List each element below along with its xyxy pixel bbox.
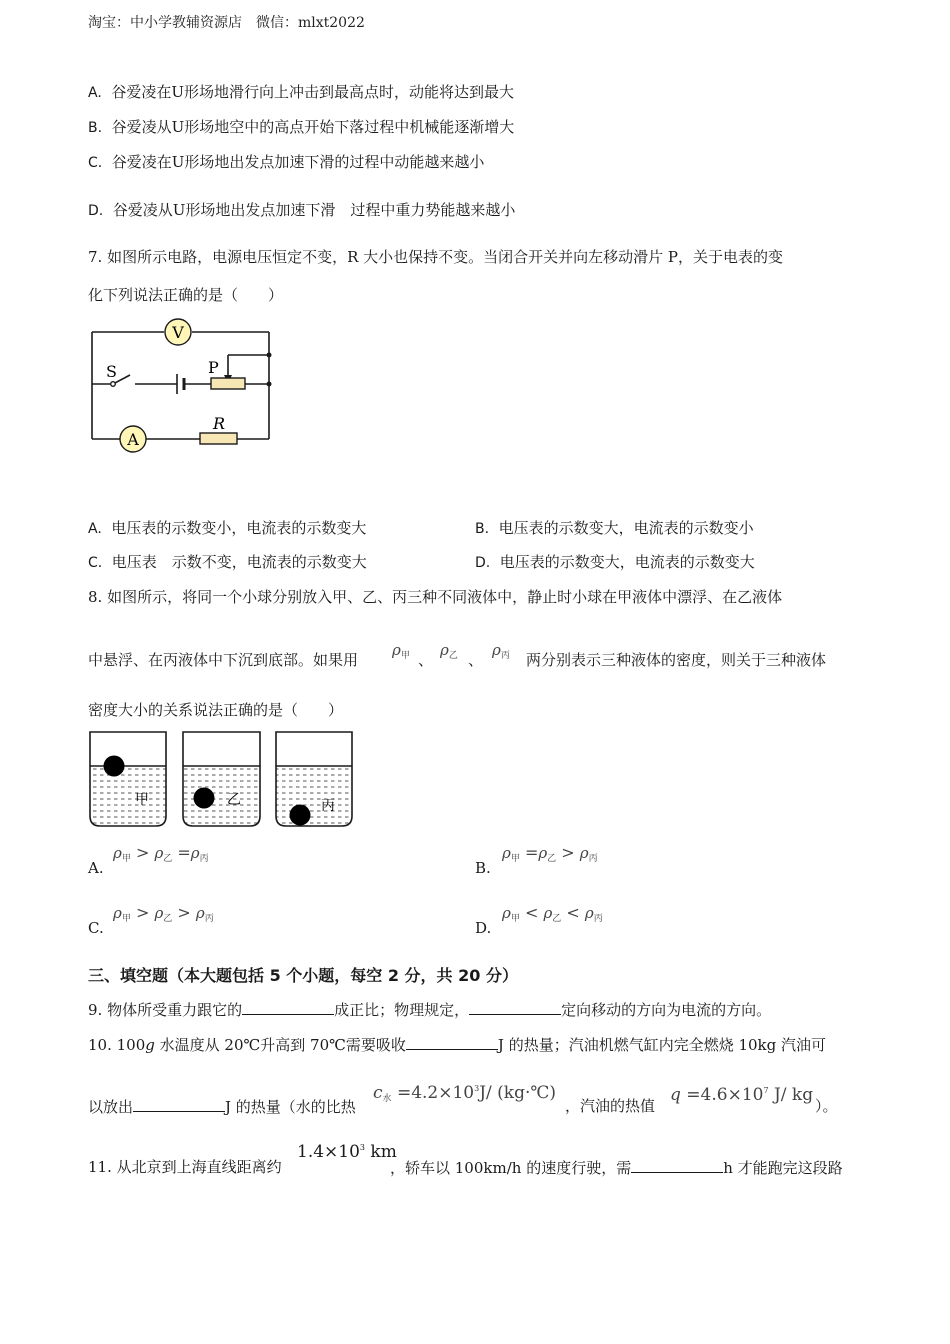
rho-subscript: 乙 — [163, 854, 173, 864]
q7-option-a[interactable] — [88, 518, 366, 539]
rho: ρ — [195, 904, 205, 922]
formula-value: =4.2×10 — [396, 1083, 475, 1103]
specific-heat-formula — [373, 1083, 556, 1104]
separator-comma: 、 — [418, 651, 434, 669]
page-header: 淘宝：中小学教辅资源店 微信：mlxt2022 — [88, 15, 365, 31]
rho: ρ — [190, 844, 200, 862]
relation-operator: = — [524, 843, 539, 862]
option-text: 谷爱凌在U形场地出发点加速下滑的过程中动能越来越小 — [111, 153, 485, 171]
relation-operator: < — [566, 903, 580, 922]
rho-subscript: 丙 — [204, 914, 214, 924]
q8-stem-line2b: 两分别表示三种液体的密度，则关于三种液体 — [526, 651, 827, 669]
q11-text: h 才能跑完这段路 — [723, 1159, 843, 1177]
junction-dot — [267, 382, 272, 387]
q10-unit-g: g — [145, 1036, 155, 1054]
rho: ρ — [392, 641, 401, 659]
q7-stem-line2: 化下列说法正确的是（ ） — [88, 286, 284, 304]
rho: ρ — [113, 844, 122, 862]
q10-line2d: ）。 — [815, 1097, 838, 1115]
formula-var: c — [373, 1083, 383, 1103]
relation-operator: > — [135, 843, 150, 862]
ball-floating — [104, 756, 125, 777]
relation-operator: = — [177, 843, 191, 862]
ammeter-label: A — [127, 430, 139, 449]
rho-bing-symbol — [492, 640, 510, 661]
formula-unit: J/ (kg·℃) — [479, 1083, 557, 1103]
option-text: 电压表的示数变小，电流表的示数变大 — [111, 519, 367, 537]
q8-stem-line1: 8. 如图所示，将同一个小球分别放入甲、乙、丙三种不同液体中，静止时小球在甲液体中漂浮、在乙液体 — [88, 588, 783, 606]
beaker-label: 甲 — [135, 792, 149, 808]
q9-text: 成正比；物理规定， — [334, 1001, 470, 1019]
ball-suspended — [194, 788, 215, 809]
heat-value-formula — [670, 1085, 813, 1105]
q8-option-c-formula[interactable] — [113, 903, 214, 924]
beaker-bing — [276, 732, 352, 826]
option-letter: C. — [88, 155, 103, 171]
q10-line2a — [88, 1096, 356, 1117]
rho-subscript: 甲 — [400, 651, 410, 661]
answer-blank[interactable] — [242, 999, 334, 1015]
junction-dot — [267, 353, 272, 358]
rho: ρ — [502, 904, 511, 922]
relation-operator: > — [135, 903, 150, 922]
beaker-jia — [90, 732, 166, 826]
rho: ρ — [502, 844, 511, 862]
rho: ρ — [538, 844, 548, 862]
rho: ρ — [154, 844, 164, 862]
rho-subscript: 乙 — [547, 854, 557, 864]
rho-subscript: 丙 — [588, 854, 598, 864]
option-letter: A. — [88, 85, 102, 101]
option-text: 谷爱凌在U形场地滑行向上冲击到最高点时，动能将达到最大 — [111, 83, 514, 101]
voltmeter-label: V — [172, 323, 184, 342]
formula-unit: J/ kg — [773, 1085, 814, 1105]
option-letter: C. — [88, 555, 103, 571]
q10-line1 — [88, 1034, 826, 1055]
section-title: 三、填空题（本大题包括 5 个小题，每空 2 分，共 20 分） — [88, 966, 518, 985]
separator-comma: 、 — [468, 651, 484, 669]
rho-subscript: 甲 — [121, 914, 131, 924]
relation-operator: < — [524, 903, 539, 922]
q8-option-d-formula[interactable] — [502, 903, 603, 924]
q9-text: 9. 物体所受重力跟它的 — [88, 1001, 243, 1019]
rho-subscript: 甲 — [510, 914, 520, 924]
formula-sub: 水 — [382, 1094, 392, 1104]
q6-option-a[interactable] — [88, 82, 514, 103]
q7-option-b[interactable] — [475, 518, 754, 539]
rho-subscript: 乙 — [448, 651, 458, 661]
option-letter: B. — [88, 120, 103, 136]
rho-subscript: 丙 — [199, 854, 209, 864]
slider-label: P — [208, 358, 219, 377]
q8-option-c-letter[interactable]: C. — [88, 919, 104, 937]
rho: ρ — [543, 904, 553, 922]
rho-yi-symbol — [440, 640, 458, 661]
beaker-label: 丙 — [321, 798, 335, 814]
rho: ρ — [579, 844, 589, 862]
rho-subscript: 乙 — [552, 914, 562, 924]
answer-blank[interactable] — [133, 1096, 225, 1112]
rho: ρ — [113, 904, 122, 922]
q10-text: J 的热量（水的比热 — [225, 1098, 356, 1116]
q8-option-a-formula[interactable] — [113, 843, 209, 864]
rho-subscript: 丙 — [593, 914, 603, 924]
switch-contact — [111, 382, 116, 387]
relation-operator: > — [177, 903, 191, 922]
beaker-yi — [183, 732, 260, 826]
resistor-label: R — [213, 414, 226, 433]
q10-text: 水温度从 20℃升高到 70℃需要吸收 — [154, 1036, 406, 1054]
q8-stem-line3: 密度大小的关系说法正确的是（ ） — [88, 701, 344, 719]
rho: ρ — [440, 641, 449, 659]
q8-option-b-letter[interactable]: B. — [475, 859, 491, 877]
q11-part1: 11. 从北京到上海直线距离约 — [88, 1158, 282, 1176]
rho: ρ — [584, 904, 594, 922]
q7-circuit-diagram — [80, 315, 285, 460]
answer-blank[interactable] — [406, 1034, 498, 1050]
option-text: 电压表的示数变大，电流表的示数变大 — [499, 553, 755, 571]
q8-option-d-letter[interactable]: D. — [475, 919, 492, 937]
rheostat — [211, 378, 245, 389]
formula-value: =4.6×10 — [686, 1085, 764, 1105]
q8-option-a-letter[interactable]: A. — [88, 859, 104, 877]
rho: ρ — [492, 641, 501, 659]
option-letter: A. — [88, 521, 102, 537]
rho-jia-symbol — [392, 640, 410, 661]
q8-stem-line2a: 中悬浮、在丙液体中下沉到底部。如果用 — [88, 651, 359, 669]
q10-text: 10. 100 — [88, 1036, 146, 1054]
formula-unit: km — [370, 1142, 397, 1162]
rho-subscript: 乙 — [163, 914, 173, 924]
q10-text: J 的热量；汽油机燃气缸内完全燃烧 10kg 汽油可 — [497, 1036, 827, 1054]
beaker-label: 乙 — [227, 792, 241, 808]
q9 — [88, 999, 771, 1020]
rho: ρ — [154, 904, 164, 922]
q8-beakers-diagram — [86, 730, 358, 832]
distance-formula — [297, 1142, 397, 1162]
q8-option-b-formula[interactable] — [502, 843, 598, 864]
q7-stem-line1: 7. 如图所示电路，电源电压恒定不变，R 大小也保持不变。当闭合开关并向左移动滑片 P，关于电表的变 — [88, 248, 784, 266]
relation-operator: > — [561, 843, 575, 862]
rho-subscript: 甲 — [510, 854, 520, 864]
q9-text: 定向移动的方向为电流的方向。 — [561, 1001, 772, 1019]
q7-option-c[interactable] — [88, 552, 367, 573]
rho-subscript: 丙 — [500, 651, 510, 661]
rho-subscript: 甲 — [121, 854, 131, 864]
formula-exp: 3 — [359, 1143, 366, 1152]
formula-var: q — [670, 1085, 681, 1105]
option-letter: D. — [475, 555, 491, 571]
q10-text: 以放出 — [88, 1098, 134, 1116]
option-text: 谷爱凌从U形场地出发点加速下滑 过程中重力势能越来越小 — [112, 201, 516, 219]
option-letter: B. — [475, 521, 490, 537]
formula-value: 1.4×10 — [297, 1142, 360, 1162]
q6-option-b[interactable] — [88, 117, 514, 138]
formula-exp: 3 — [474, 1084, 480, 1093]
q11-rest — [390, 1157, 843, 1178]
option-letter: D. — [88, 203, 104, 219]
q10-line2c: ，汽油的热值 — [565, 1097, 656, 1115]
q6-option-c[interactable] — [88, 152, 484, 173]
answer-blank[interactable] — [469, 999, 561, 1015]
q11-text: ，轿车以 100km/h 的速度行驶，需 — [390, 1159, 632, 1177]
option-text: 电压表的示数变大，电流表的示数变小 — [498, 519, 754, 537]
option-text: 谷爱凌从U形场地空中的高点开始下落过程中机械能逐渐增大 — [111, 118, 515, 136]
q7-option-d[interactable] — [475, 552, 755, 573]
formula-exp: 7 — [763, 1086, 769, 1095]
answer-blank[interactable] — [631, 1157, 723, 1173]
ball-sunk — [290, 805, 311, 826]
q6-option-d[interactable] — [88, 200, 515, 221]
resistor-r — [200, 433, 237, 444]
switch-label: S — [106, 362, 117, 381]
option-text: 电压表 示数不变，电流表的示数变大 — [111, 553, 367, 571]
